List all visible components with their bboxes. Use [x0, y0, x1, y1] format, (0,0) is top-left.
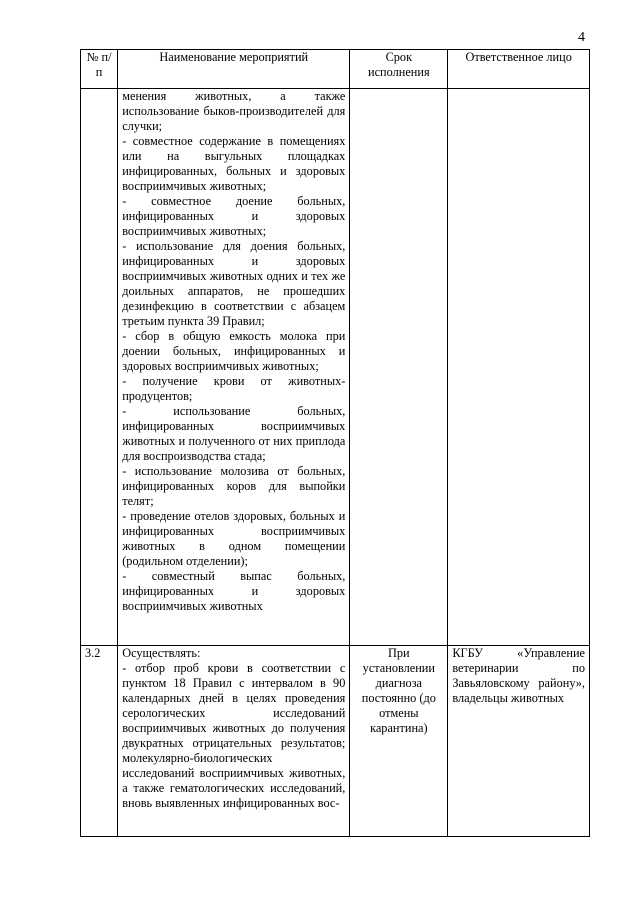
deadline-cell: При установлении диагноза постоянно (до отмены карантина): [350, 646, 448, 837]
table-row: [81, 646, 590, 837]
measure-line: - использование для доения больных, инфицированных и здоровых восприимчивых животных одних и тех же доильных аппаратов, не прошедших дезинфекцию в соответствии с абзацем третьим пункта 39 Правил;: [122, 239, 346, 328]
measure-line: менения животных, а также использование быков-производителей для случки;: [122, 89, 346, 133]
table-header-row: [81, 50, 590, 89]
measure-line: - совместное содержание в помещениях или на выгульных площадках инфицированных, больных и здоровых восприимчивых животных;: [122, 134, 346, 193]
measure-line: - использование больных, инфицированных восприимчивых животных и полученного от них приплода для воспроизводства стада;: [122, 404, 346, 463]
deadline-cell-empty: [350, 89, 448, 646]
table-row: [81, 89, 590, 646]
measure-line: - сбор в общую емкость молока при доении больных, инфицированных и здоровых восприимчивых животных;: [122, 329, 346, 373]
measure-cell: [118, 646, 350, 837]
measure-line: - совместный выпас больных, инфицированных и здоровых восприимчивых животных: [122, 569, 346, 613]
measure-line: - использование молозива от больных, инфицированных коров для выпойки телят;: [122, 464, 346, 508]
header-num: № п/п: [81, 50, 118, 89]
measure-line: - совместное доение больных, инфицированных и здоровых восприимчивых животных;: [122, 194, 346, 238]
page-number: 4: [578, 30, 585, 45]
responsible-cell: КГБУ «Управление ветеринарии по Завьяловскому району», владельцы животных: [448, 646, 590, 837]
num-cell-empty: [81, 89, 118, 646]
measures-table: [80, 49, 590, 837]
header-responsible: Ответственное лицо: [448, 50, 590, 89]
measure-cell: [118, 89, 350, 646]
row-number: 3.2: [81, 646, 118, 837]
responsible-cell-empty: [448, 89, 590, 646]
measure-line: - получение крови от животных-продуцентов;: [122, 374, 346, 403]
measure-line: - отбор проб крови в соответствии с пунктом 18 Правил с интервалом в 90 календарных дней в целях проведения серологических исследований восприимчивых животных до получения двукратных отрицательных результатов; молекулярно-биологических исследований восприимчивых животных, а также гематологических исследований, вновь выявленных инфицированных вос-: [122, 661, 346, 810]
measure-line: - проведение отелов здоровых, больных и инфицированных восприимчивых животных в одном помещении (родильном отделении);: [122, 509, 346, 568]
header-deadline: Срок исполнения: [350, 50, 448, 89]
header-name: Наименование мероприятий: [118, 50, 350, 89]
measure-line: Осуществлять:: [122, 646, 201, 660]
